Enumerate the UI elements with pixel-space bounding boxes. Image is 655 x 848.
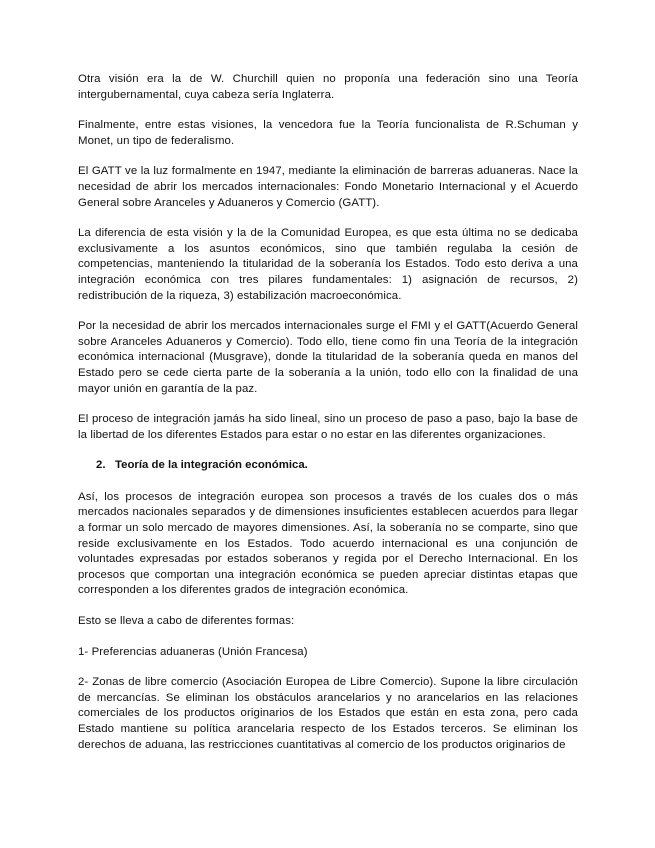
section-heading [78, 458, 578, 474]
paragraph-gatt: El GATT ve la luz formalmente en 1947, mediante la eliminación de barreras aduaneras. Nace la necesidad de abrir los mercados internacionales: Fondo Monetario Internacional y el Acuerdo General sobre Aranceles y Aduaneros y Comercio (GATT). [78, 165, 578, 209]
paragraph-funcionalista: Finalmente, entre estas visiones, la vencedora fue la Teoría funcionalista de R.Schuman y Monet, un tipo de federalismo. [78, 119, 578, 147]
paragraph-churchill: Otra visión era la de W. Churchill quien no proponía una federación sino una Teoría intergubernamental, cuya cabeza sería Inglaterra. [78, 73, 578, 101]
list-item-zonas-libre-comercio: 2- Zonas de libre comercio (Asociación Europea de Libre Comercio). Supone la libre circulación de mercancías. Se eliminan los obstáculos arancelarios y no arancelarios en las relaciones comerciales de los productos originarios de los Estados que están en esta zona, pero cada Estado mantiene su política arancelaria respecto de los Estados terceros. Se eliminan los derechos de aduana, las restricciones cuantitativas al comercio de los productos originarios de [78, 676, 578, 751]
section-title: Teoría de la integración económica. [115, 459, 308, 472]
paragraph-proceso-integracion: El proceso de integración jamás ha sido lineal, sino un proceso de paso a paso, bajo la base de la libertad de los diferentes Estados para estar o no estar en las diferentes organizaciones. [78, 413, 578, 441]
paragraph-procesos-integracion: Así, los procesos de integración europea son procesos a través de los cuales dos o más mercados nacionales separados y de dimensiones insuficientes establecen acuerdos para llegar a formar un solo mercado de mayores dimensiones. Así, la soberanía no se comparte, sino que reside exclusivamente en los Estados. Todo acuerdo internacional es una conjunción de voluntades expresadas por estados soberanos y regida por el Derecho Internacional. En los procesos que comportan una integración económica se pueden apreciar distintas etapas que corresponden a los diferentes grados de integración económica. [78, 490, 578, 597]
paragraph-comunidad-europea: La diferencia de esta visión y la de la Comunidad Europea, es que esta última no se dedicaba exclusivamente a los asuntos económicos, sino que también regulaba la cesión de competencias, manteniendo la titularidad de la soberanía los Estados. Todo esto deriva a una integración económica con tres pilares fundamentales: 1) asignación de recursos, 2) redistribución de la riqueza, 3) estabilización macroeconómica. [78, 227, 578, 302]
paragraph-fmi-gatt: Por la necesidad de abrir los mercados internacionales surge el FMI y el GATT(Acuerdo General sobre Aranceles Aduaneros y Comercio). Todo ello, tiene como fin una Teoría de la integración económica internacional (Musgrave), donde la titularidad de la soberanía queda en manos del Estado pero se cede cierta parte de la soberanía a la unión, todo ello con la finalidad de una mayor unión en garantía de la paz. [78, 320, 578, 395]
section-number: 2. [96, 459, 106, 472]
list-item-preferencias: 1- Preferencias aduaneras (Unión Francesa) [78, 645, 308, 658]
paragraph-formas: Esto se lleva a cabo de diferentes formas: [78, 615, 295, 628]
